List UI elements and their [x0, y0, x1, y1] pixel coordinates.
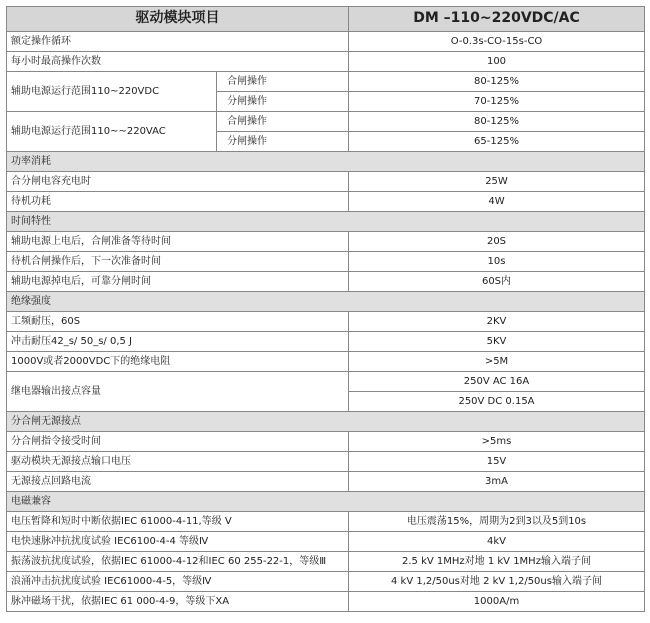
row-value: 4 kV 1,2/50us对地 2 kV 1,2/50us输入端子间 — [349, 572, 645, 592]
row-value: >5ms — [349, 432, 645, 452]
table-row — [7, 252, 645, 272]
table-header — [7, 7, 645, 32]
table-row — [7, 112, 645, 132]
table-row — [7, 592, 645, 612]
table-row — [7, 352, 645, 372]
table-row — [7, 32, 645, 52]
row-label: 待机功耗 — [7, 192, 349, 212]
row-label: 额定操作循环 — [7, 32, 349, 52]
row-label: 电快速脉冲抗扰度试验 IEC6100-4-4 等级Ⅳ — [7, 532, 349, 552]
section-row — [7, 412, 645, 432]
row-label: 脉冲磁场干扰，依据IEC 61 000-4-9，等级下XA — [7, 592, 349, 612]
row-value: 70-125% — [349, 92, 645, 112]
row-value: 4W — [349, 192, 645, 212]
section-title: 绝缘强度 — [7, 292, 645, 312]
row-label: 辅助电源运行范围110~~220VAC — [7, 112, 217, 152]
table-row — [7, 532, 645, 552]
row-sublabel: 合闸操作 — [217, 112, 349, 132]
row-sublabel: 合闸操作 — [217, 72, 349, 92]
row-label: 振荡波抗扰度试验，依据IEC 61000-4-12和IEC 60 255-22-1，等级Ⅲ — [7, 552, 349, 572]
table-row — [7, 552, 645, 572]
row-label: 分合闸指令接受时间 — [7, 432, 349, 452]
table-row — [7, 372, 645, 392]
section-row — [7, 492, 645, 512]
row-value: 5KV — [349, 332, 645, 352]
section-row — [7, 212, 645, 232]
row-label: 工频耐压，60S — [7, 312, 349, 332]
row-sublabel: 分闸操作 — [217, 132, 349, 152]
row-value: 3mA — [349, 472, 645, 492]
table-row — [7, 452, 645, 472]
row-value: 60S内 — [349, 272, 645, 292]
section-row — [7, 292, 645, 312]
row-label: 驱动模块无源接点输口电压 — [7, 452, 349, 472]
row-label: 1000V或者2000VDC下的绝缘电阻 — [7, 352, 349, 372]
row-value: 80-125% — [349, 72, 645, 92]
table-row — [7, 332, 645, 352]
row-label: 无源接点回路电流 — [7, 472, 349, 492]
section-title: 功率消耗 — [7, 152, 645, 172]
row-value: 2KV — [349, 312, 645, 332]
row-value: 4kV — [349, 532, 645, 552]
row-label: 辅助电源运行范围110~220VDC — [7, 72, 217, 112]
row-label: 合分闸电容充电时 — [7, 172, 349, 192]
header-item: 驱动模块项目 — [7, 7, 349, 32]
section-title: 分合闸无源接点 — [7, 412, 645, 432]
section-row — [7, 152, 645, 172]
row-value: 1000A/m — [349, 592, 645, 612]
row-label: 浪涌冲击抗扰度试验 IEC61000-4-5，等级Ⅳ — [7, 572, 349, 592]
table-row — [7, 432, 645, 452]
row-label: 每小时最高操作次数 — [7, 52, 349, 72]
table-row — [7, 272, 645, 292]
table-row — [7, 192, 645, 212]
row-value: 10s — [349, 252, 645, 272]
row-label: 冲击耐压42_s/ 50_s/ 0,5 J — [7, 332, 349, 352]
row-value: >5M — [349, 352, 645, 372]
row-value: 电压震荡15%，周期为2到3以及5到10s — [349, 512, 645, 532]
table-row — [7, 232, 645, 252]
header-model: DM –110~220VDC/AC — [349, 7, 645, 32]
row-value: O-0.3s-CO-15s-CO — [349, 32, 645, 52]
row-label: 辅助电源上电后，合闸准备等待时间 — [7, 232, 349, 252]
table-row — [7, 572, 645, 592]
row-label: 电压暂降和短时中断依据IEC 61000-4-11,等级 V — [7, 512, 349, 532]
section-title: 时间特性 — [7, 212, 645, 232]
table-row — [7, 312, 645, 332]
row-label: 继电器输出接点容量 — [7, 372, 349, 412]
row-value: 20S — [349, 232, 645, 252]
row-value: 15V — [349, 452, 645, 472]
row-label: 辅助电源掉电后，可靠分闸时间 — [7, 272, 349, 292]
row-value: 80-125% — [349, 112, 645, 132]
table-row — [7, 512, 645, 532]
spec-table — [6, 6, 645, 612]
table-row — [7, 172, 645, 192]
row-label: 待机合闸操作后，下一次准备时间 — [7, 252, 349, 272]
row-value: 65-125% — [349, 132, 645, 152]
table-row — [7, 52, 645, 72]
table-row — [7, 472, 645, 492]
row-value: 25W — [349, 172, 645, 192]
row-value: 250V DC 0.15A — [349, 392, 645, 412]
table-row — [7, 72, 645, 92]
row-value: 2.5 kV 1MHz对地 1 kV 1MHz输入端子间 — [349, 552, 645, 572]
row-value: 250V AC 16A — [349, 372, 645, 392]
row-value: 100 — [349, 52, 645, 72]
row-sublabel: 分闸操作 — [217, 92, 349, 112]
section-title: 电磁兼容 — [7, 492, 645, 512]
